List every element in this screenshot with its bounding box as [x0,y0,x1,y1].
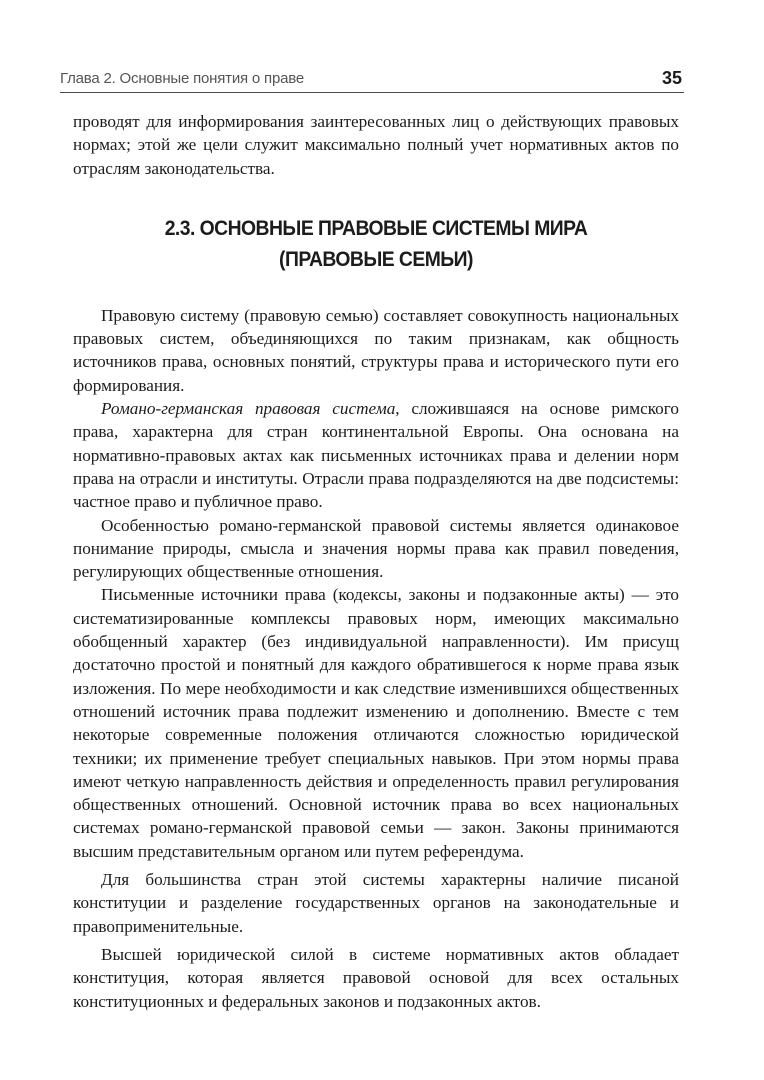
paragraph-legal-system-definition: Правовую систему (правовую семью) составляет совокупность национальных правовых систем, объединяющихся по таким признакам, как общность источников права, основных понятий, структуры права и исторического пути его формирования. [73,305,679,395]
paragraph-feature: Особенностью романо-германской правовой системы является одинаковое понимание природы, смысла и значения нормы права как правил поведения, регулирующих общественные отношения. [73,515,679,582]
paragraph-continuation: проводят для информирования заинтересованных лиц о действующих правовых нормах; этой же цели служит максимально полный учет нормативных актов по отраслям законодательства. [73,112,679,178]
paragraph-constitution-force: Высшей юридической силой в системе нормативных актов обладает конституция, которая является правовой основой для всех остальных конституционных и федеральных законов и подзаконных актов. [73,944,679,1011]
section-title-line-1: 2.3. ОСНОВНЫЕ ПРАВОВЫЕ СИСТЕМЫ МИРА [164,215,588,240]
paragraph-written-sources: Письменные источники права (кодексы, законы и подзаконные акты) — это систематизированные комплексы правовых норм, имеющих максимально обобщенный характер (без индивидуальной направленности). Им присущ достаточно простой и понятный для каждого обратившегося к норме права язык изложения. По мере необходимости и как следствие изменившихся общественных отношений источник права подлежит изменению и дополнению. Вместе с тем некоторые современные положения отличаются сложностью юридической техники; их применение требует специальных навыков. При этом нормы права имеют четкую направленность действия и определенность правил регулирования общественных отношений. Основной источник права во всех национальных системах романо-германской правовой семьи — закон. Законы принимаются высшим представительным органом или путем референдума. [73,585,679,861]
page-body [73,110,679,1013]
section-title [103,213,648,275]
page-number: 35 [661,68,682,88]
running-title: Глава 2. Основные понятия о праве [60,70,304,87]
paragraph-text: , сложившаяся на основе римского права, характерна для стран континентальной Европы. Она основана на нормативно-правовых актах как письменных источниках права и делении норм права на отрасли и институты. Отрасли права подразделяются на две подсистемы: частное право и публичное право. [73,399,679,512]
page-header [60,58,684,93]
paragraph-constitution-states: Для большинства стран этой системы характерны наличие писаной конституции и разделение государственных органов на законодательные и правоприменительные. [73,870,679,936]
paragraph-romano-germanic [73,397,679,513]
section-title-line-2: (ПРАВОВЫЕ СЕМЬИ) [279,246,473,271]
italic-term: Романо-германская правовая система [101,399,396,419]
